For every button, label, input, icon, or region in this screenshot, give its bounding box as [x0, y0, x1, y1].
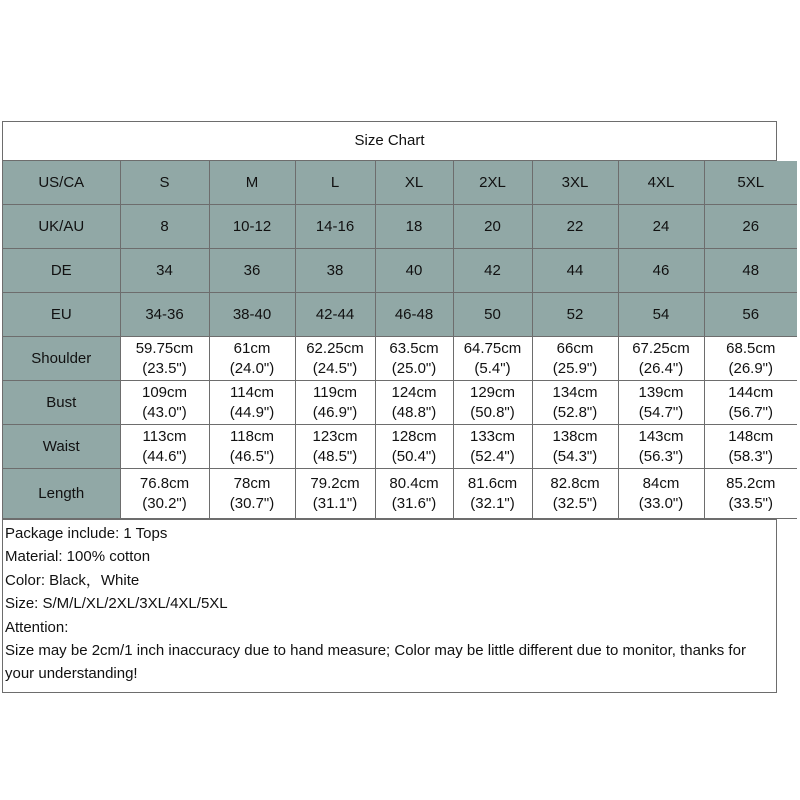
size-cell: 54	[618, 293, 704, 337]
note-material: Material: 100% cotton	[5, 548, 151, 566]
measurement-cm: 124cm	[391, 383, 437, 401]
measurement-cell	[295, 381, 375, 425]
measurement-cm: 67.25cm	[632, 339, 690, 357]
measurement-row	[3, 381, 797, 425]
size-cell: XL	[375, 161, 453, 205]
size-cell: 18	[375, 205, 453, 249]
size-cell: 34	[120, 249, 209, 293]
measurement-cell	[704, 337, 797, 381]
measurement-cm: 85.2cm	[726, 474, 776, 492]
measurement-cm: 59.75cm	[135, 339, 194, 357]
measurement-inch: (58.3")	[728, 447, 773, 465]
measurement-cell	[120, 381, 209, 425]
measurement-cm: 114cm	[230, 383, 274, 401]
size-cell: 36	[209, 249, 295, 293]
measurement-inch: (46.9")	[312, 403, 358, 421]
row-label: US/CA	[3, 161, 120, 205]
measurement-inch: (46.5")	[229, 447, 275, 465]
measurement-inch: (44.6")	[142, 447, 187, 465]
measurement-cell	[209, 337, 295, 381]
measurement-cell	[209, 425, 295, 469]
measurement-cell	[120, 425, 209, 469]
measurement-cell	[453, 381, 532, 425]
measurement-cm: 129cm	[469, 383, 516, 401]
measurement-cm: 61cm	[233, 339, 271, 357]
measurement-cell	[453, 425, 532, 469]
size-cell: 5XL	[704, 161, 797, 205]
measurement-inch: (33.5")	[728, 494, 773, 512]
measurement-inch: (24.0")	[229, 359, 275, 377]
measurement-label: Bust	[3, 381, 120, 425]
measurement-cm: 144cm	[728, 383, 774, 401]
size-cell: S	[120, 161, 209, 205]
measurement-label: Length	[3, 469, 120, 519]
measurement-cell	[704, 469, 797, 519]
measurement-cm: 80.4cm	[389, 474, 439, 492]
measurement-cell	[453, 469, 532, 519]
size-cell: 2XL	[453, 161, 532, 205]
measurement-cell	[704, 425, 797, 469]
size-cell: 22	[532, 205, 618, 249]
size-cell: 14-16	[295, 205, 375, 249]
size-chart-title: Size Chart	[3, 122, 776, 161]
measurement-cm: 78cm	[233, 474, 271, 492]
measurement-cell	[532, 337, 618, 381]
measurement-inch: (50.8")	[470, 403, 515, 421]
measurement-cm: 84cm	[642, 474, 680, 492]
product-notes	[3, 519, 776, 692]
size-table	[3, 161, 797, 519]
measurement-cell	[375, 381, 453, 425]
measurement-cm: 113cm	[142, 427, 187, 445]
size-cell: 42-44	[295, 293, 375, 337]
size-cell: 24	[618, 205, 704, 249]
measurement-inch: (24.5")	[312, 359, 358, 377]
measurement-cm: 62.25cm	[306, 339, 364, 357]
size-cell: 34-36	[120, 293, 209, 337]
measurement-inch: (30.7")	[229, 494, 275, 512]
note-attention: Attention:	[5, 618, 69, 636]
measurement-cell	[532, 469, 618, 519]
measurement-inch: (33.0")	[638, 494, 684, 512]
measurement-inch: (32.1")	[470, 494, 515, 512]
note-color: Color: Black，White	[5, 571, 140, 589]
measurement-cell	[120, 337, 209, 381]
measurement-cell	[532, 425, 618, 469]
measurement-inch: (56.3")	[638, 447, 684, 465]
measurement-cell	[532, 381, 618, 425]
size-row	[3, 205, 797, 249]
measurement-cm: 81.6cm	[467, 474, 518, 492]
measurement-cm: 139cm	[638, 383, 684, 401]
measurement-inch: (44.9")	[229, 403, 275, 421]
measurement-cm: 133cm	[469, 427, 516, 445]
size-cell: 50	[453, 293, 532, 337]
measurement-label: Waist	[3, 425, 120, 469]
measurement-cm: 143cm	[638, 427, 684, 445]
measurement-cell	[704, 381, 797, 425]
size-chart	[2, 121, 777, 693]
measurement-inch: (54.3")	[552, 447, 598, 465]
measurement-inch: (50.4")	[391, 447, 437, 465]
note-disclaimer: Size may be 2cm/1 inch inaccuracy due to hand measure; Color may be little different due to monitor, thanks for your understanding!	[5, 642, 746, 683]
size-cell: 38	[295, 249, 375, 293]
measurement-inch: (52.8")	[552, 403, 598, 421]
size-cell: L	[295, 161, 375, 205]
measurement-inch: (31.6")	[391, 494, 437, 512]
row-label: EU	[3, 293, 120, 337]
size-row	[3, 161, 797, 205]
measurement-cm: 134cm	[552, 383, 598, 401]
measurement-cm: 128cm	[391, 427, 437, 445]
size-cell: 52	[532, 293, 618, 337]
measurement-cell	[618, 337, 704, 381]
measurement-cell	[295, 469, 375, 519]
size-cell: 26	[704, 205, 797, 249]
measurement-cell	[375, 425, 453, 469]
measurement-cm: 76.8cm	[139, 474, 190, 492]
size-cell: 20	[453, 205, 532, 249]
measurement-cell	[120, 469, 209, 519]
size-cell: 38-40	[209, 293, 295, 337]
measurement-inch: (25.0")	[391, 359, 437, 377]
measurement-inch: (54.7")	[638, 403, 684, 421]
measurement-inch: (30.2")	[142, 494, 187, 512]
measurement-cm: 82.8cm	[550, 474, 600, 492]
measurement-inch: (25.9")	[552, 359, 598, 377]
measurement-cm: 148cm	[728, 427, 774, 445]
measurement-inch: (52.4")	[470, 447, 515, 465]
measurement-label: Shoulder	[3, 337, 120, 381]
note-size: Size: S/M/L/XL/2XL/3XL/4XL/5XL	[5, 595, 228, 613]
measurement-cell	[453, 337, 532, 381]
measurement-inch: (48.8")	[391, 403, 437, 421]
size-cell: 10-12	[209, 205, 295, 249]
measurement-cell	[618, 425, 704, 469]
measurement-inch: (43.0")	[142, 403, 187, 421]
measurement-inch: (26.9")	[728, 359, 773, 377]
measurement-inch: (56.7")	[728, 403, 773, 421]
measurement-inch: (48.5")	[312, 447, 358, 465]
measurement-cm: 63.5cm	[389, 339, 439, 357]
size-cell: 8	[120, 205, 209, 249]
row-label: DE	[3, 249, 120, 293]
measurement-inch: (32.5")	[552, 494, 598, 512]
size-cell: 42	[453, 249, 532, 293]
measurement-cell	[209, 469, 295, 519]
size-cell: 56	[704, 293, 797, 337]
size-cell: 4XL	[618, 161, 704, 205]
measurement-cell	[295, 337, 375, 381]
measurement-row	[3, 425, 797, 469]
row-label: UK/AU	[3, 205, 120, 249]
measurement-row	[3, 337, 797, 381]
measurement-cell	[618, 381, 704, 425]
measurement-cm: 66cm	[556, 339, 594, 357]
note-package: Package include: 1 Tops	[5, 525, 168, 542]
measurement-cm: 64.75cm	[463, 339, 522, 357]
measurement-inch: (23.5")	[142, 359, 187, 377]
measurement-cm: 79.2cm	[310, 474, 360, 492]
measurement-cm: 119cm	[313, 383, 357, 401]
measurement-cell	[375, 469, 453, 519]
size-cell: 40	[375, 249, 453, 293]
size-row	[3, 249, 797, 293]
size-cell: 46	[618, 249, 704, 293]
size-cell: M	[209, 161, 295, 205]
measurement-inch: (26.4")	[638, 359, 684, 377]
measurement-inch: (5.4")	[474, 359, 511, 377]
size-row	[3, 293, 797, 337]
measurement-cm: 118cm	[230, 427, 274, 445]
size-cell: 48	[704, 249, 797, 293]
measurement-cm: 68.5cm	[726, 339, 776, 357]
measurement-inch: (31.1")	[312, 494, 358, 512]
size-cell: 46-48	[375, 293, 453, 337]
size-cell: 44	[532, 249, 618, 293]
measurement-cm: 109cm	[141, 383, 188, 401]
measurement-cell	[618, 469, 704, 519]
measurement-row	[3, 469, 797, 519]
measurement-cm: 123cm	[312, 427, 358, 445]
size-cell: 3XL	[532, 161, 618, 205]
measurement-cm: 138cm	[552, 427, 598, 445]
measurement-cell	[209, 381, 295, 425]
measurement-cell	[295, 425, 375, 469]
measurement-cell	[375, 337, 453, 381]
